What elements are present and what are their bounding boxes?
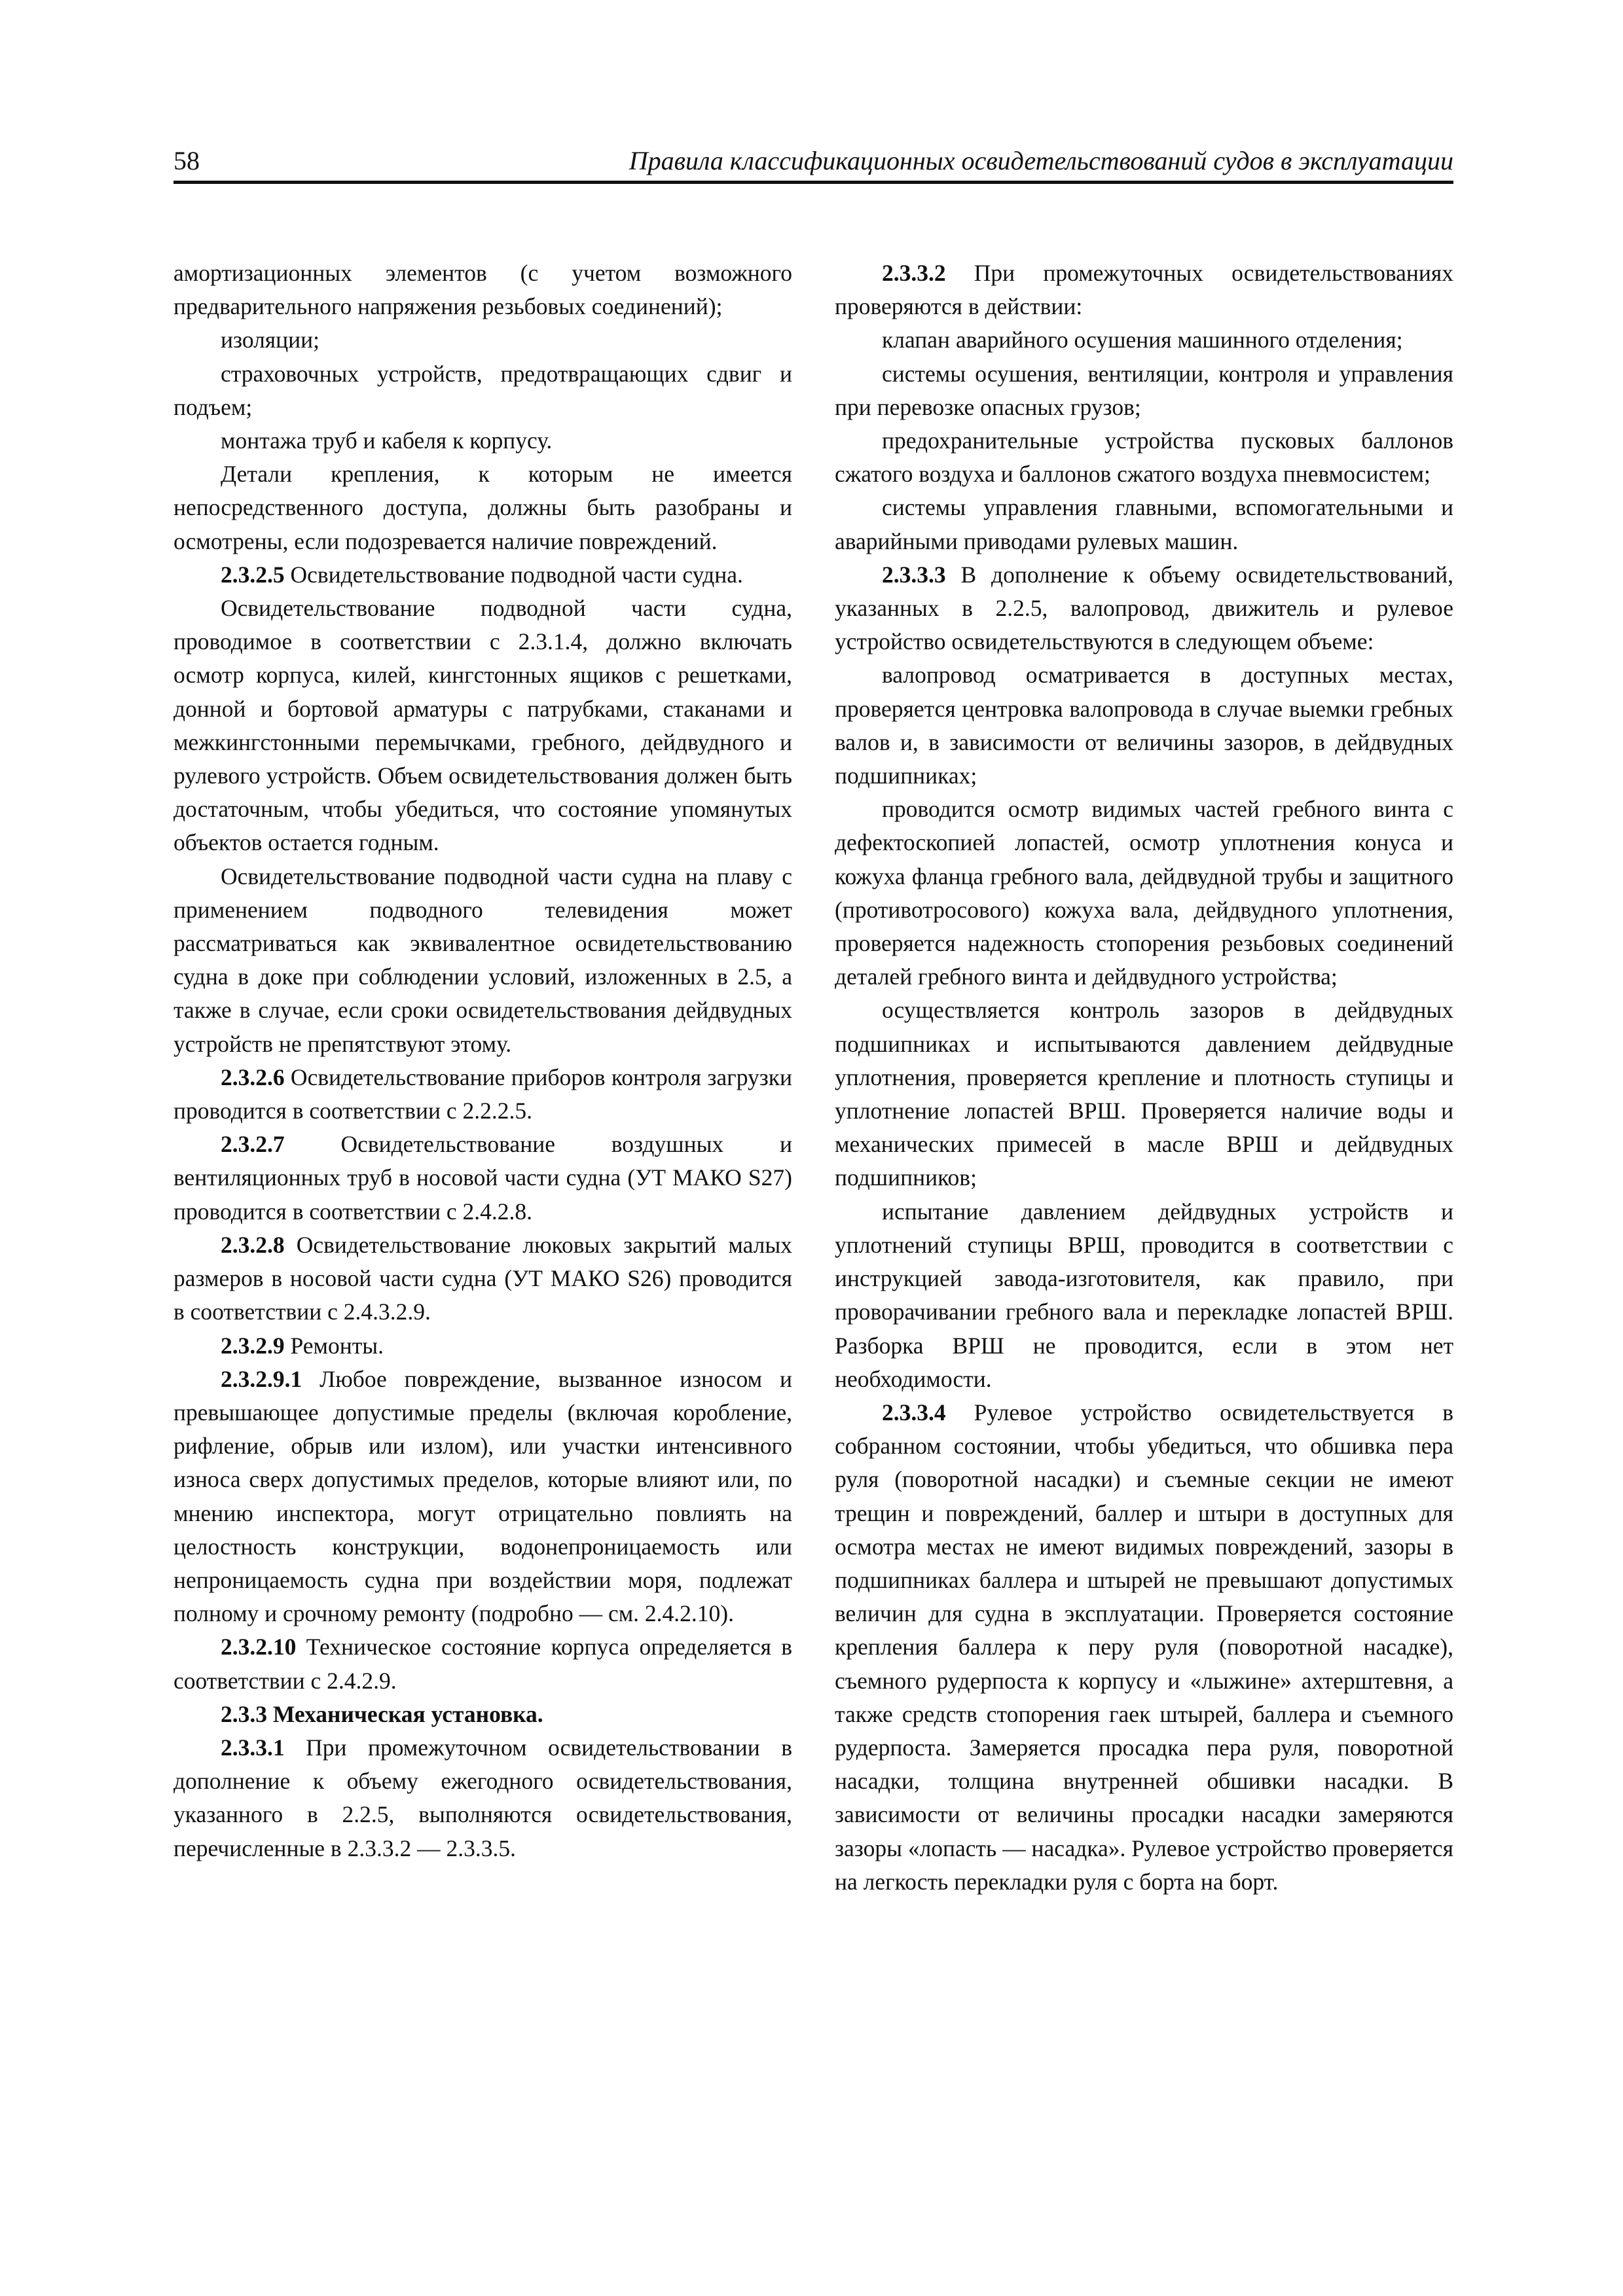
section-number: 2.3.3.1 xyxy=(221,1734,285,1761)
section-text: В дополнение к объему освидетельствований, указанных в 2.2.5, валопровод, движитель и рулевое устройство освидетельствуются в следующем объеме: xyxy=(835,561,1453,655)
list-item: системы осушения, вентиляции, контроля и управления при перевозке опасных грузов; xyxy=(835,360,1453,420)
page-header xyxy=(173,143,1453,184)
section-heading-2-3-3 xyxy=(173,1698,792,1731)
right-column xyxy=(835,257,1453,1899)
section-text: Освидетельствование воздушных и вентиляционных труб в носовой части судна (УТ МАКО S27) проводится в соответствии с 2.4.2.8. xyxy=(173,1131,792,1225)
list-item: испытание давлением дейдвудных устройств и уплотнений ступицы ВРШ, проводится в соответствии с инструкцией завода-изготовителя, как правило, при проворачивании гребного вала и перекладке лопастей ВРШ. Разборка ВРШ не проводится, если в этом нет необходимости. xyxy=(835,1198,1453,1392)
section-number: 2.3.3.2 xyxy=(882,260,946,286)
section-2-3-2-8 xyxy=(173,1229,792,1329)
list-item: предохранительные устройства пусковых баллонов сжатого воздуха и баллонов сжатого воздуха пневмосистем; xyxy=(835,427,1453,488)
section-2-3-2-9-1 xyxy=(173,1363,792,1631)
list-item: страховочных устройств, предотвращающих сдвиг и подъем; xyxy=(173,360,792,420)
section-number: 2.3.2.8 xyxy=(221,1231,285,1258)
section-heading: 2.3.3 Механическая установка. xyxy=(221,1700,543,1727)
list-item: клапан аварийного осушения машинного отделения; xyxy=(882,327,1403,353)
list-item: валопровод осматривается в доступных местах, проверяется центровка валопровода в случае выемки гребных валов и, в зависимости от величины зазоров, в дейдвудных подшипниках; xyxy=(835,662,1453,789)
section-text: Освидетельствование подводной части судна. xyxy=(284,561,743,588)
section-text: Освидетельствование люковых закрытий малых размеров в носовой части судна (УТ МАКО S26) проводится в соответствии с 2.4.3.2.9. xyxy=(173,1231,792,1325)
list-item: системы управления главными, вспомогательными и аварийными приводами рулевых машин. xyxy=(835,494,1453,554)
section-number: 2.3.2.9.1 xyxy=(221,1365,302,1392)
section-number: 2.3.3.4 xyxy=(882,1399,946,1426)
paragraph: Детали крепления, к которым не имеется непосредственного доступа, должны быть разобраны и осмотрены, если подозревается наличие повреждений. xyxy=(173,461,792,554)
section-text: Любое повреждение, вызванное износом и превышающее допустимые пределы (включая коробление, рифление, обрыв или излом), или участки интенсивного износа сверх допустимых пределов, которые влияют или, по мнению инспектора, могут отрицательно повлиять на целостность конструкции, водонепроницаемость или непроницаемость судна при воздействии моря, подлежат полному и срочному ремонту (подробно — см. 2.4.2.10). xyxy=(173,1365,792,1627)
section-number: 2.3.2.6 xyxy=(221,1064,285,1090)
section-2-3-2-10 xyxy=(173,1630,792,1697)
section-number: 2.3.2.7 xyxy=(221,1131,285,1158)
list-item: проводится осмотр видимых частей гребного винта с дефектоскопией лопастей, осмотр уплотнения конуса и кожуха фланца гребного вала, дейдвудной трубы и защитного (противотросового) кожуха вала, дейдвудного уплотнения, проверяется надежность стопорения резьбовых соединений деталей гребного винта и дейдвудного устройства; xyxy=(835,796,1453,990)
list-item: изоляции; xyxy=(221,327,319,353)
section-number: 2.3.2.9 xyxy=(221,1332,285,1359)
running-title: Правила классификационных освидетельствований судов в эксплуатации xyxy=(629,146,1453,175)
list-item: осуществляется контроль зазоров в дейдвудных подшипниках и испытываются давлением дейдвудные уплотнения, проверяется крепление и плотность ступицы и уплотнение лопастей ВРШ. Проверяется наличие воды и механических примесей в масле ВРШ и дейдвудных подшипников; xyxy=(835,997,1453,1191)
section-text: Рулевое устройство освидетельствуется в собранном состоянии, чтобы убедиться, что обшивка пера руля (поворотной насадки) и съемные секции не имеют трещин и повреждений, баллер и штыри в доступных для осмотра местах не имеют видимых повреждений, зазоры в подшипниках баллера и штырей не превышают допустимых величин для судна в эксплуатации. Проверяется состояние крепления баллера к перу руля (поворотной насадке), съемного рудерпоста к корпусу и «лыжине» ахтерштевня, а также средств стопорения гаек штырей, баллера и съемного рудерпоста. Замеряется просадка пера руля, поворотной насадки, толщина внутренней обшивки насадки. В зависимости от величины просадки насадки замеряются зазоры «лопасть — насадка». Рулевое устройство проверяется на легкость перекладки руля с борта на борт. xyxy=(835,1399,1454,1895)
section-2-3-2-7 xyxy=(173,1128,792,1229)
section-text: При промежуточном освидетельствовании в дополнение к объему ежегодного освидетельствования, указанного в 2.2.5, выполняются освидетельствования, перечисленные в 2.3.3.2 — 2.3.3.5. xyxy=(173,1734,792,1861)
section-text: Освидетельствование приборов контроля загрузки проводится в соответствии с 2.2.2.5. xyxy=(173,1064,792,1124)
paragraph: амортизационных элементов (с учетом возможного предварительного напряжения резьбовых соединений); xyxy=(173,260,792,320)
section-number: 2.3.3.3 xyxy=(882,561,946,588)
page-number: 58 xyxy=(173,146,200,175)
paragraph: Освидетельствование подводной части судна, проводимое в соответствии с 2.3.1.4, должно включать осмотр корпуса, килей, кингстонных ящиков с решетками, донной и бортовой арматуры с патрубками, стаканами и межкингстонными перемычками, гребного, дейдвудного и рулевого устройств. Объем освидетельствования должен быть достаточным, чтобы убедиться, что состояние упомянутых объектов остается годным. xyxy=(173,595,792,856)
section-number: 2.3.2.5 xyxy=(221,561,285,588)
section-2-3-3-1 xyxy=(173,1731,792,1865)
section-2-3-3-3 xyxy=(835,558,1453,659)
section-text: Ремонты. xyxy=(284,1332,384,1359)
section-2-3-3-4 xyxy=(835,1396,1453,1899)
section-text: При промежуточных освидетельствованиях проверяются в действии: xyxy=(835,260,1453,320)
left-column xyxy=(173,257,792,1865)
paragraph: Освидетельствование подводной части судна на плаву с применением подводного телевидения может рассматриваться как эквивалентное освидетельствованию судна в доке при соблюдении условий, изложенных в 2.5, а также в случае, если сроки освидетельствования дейдвудных устройств не препятствуют этому. xyxy=(173,863,792,1057)
section-2-3-2-5 xyxy=(173,558,792,592)
section-number: 2.3.2.10 xyxy=(221,1634,297,1660)
section-2-3-2-6 xyxy=(173,1061,792,1128)
list-item: монтажа труб и кабеля к корпусу. xyxy=(221,427,553,454)
section-text: Техническое состояние корпуса определяется в соответствии с 2.4.2.9. xyxy=(173,1634,792,1694)
section-2-3-2-9 xyxy=(173,1329,792,1363)
section-2-3-3-2 xyxy=(835,257,1453,323)
